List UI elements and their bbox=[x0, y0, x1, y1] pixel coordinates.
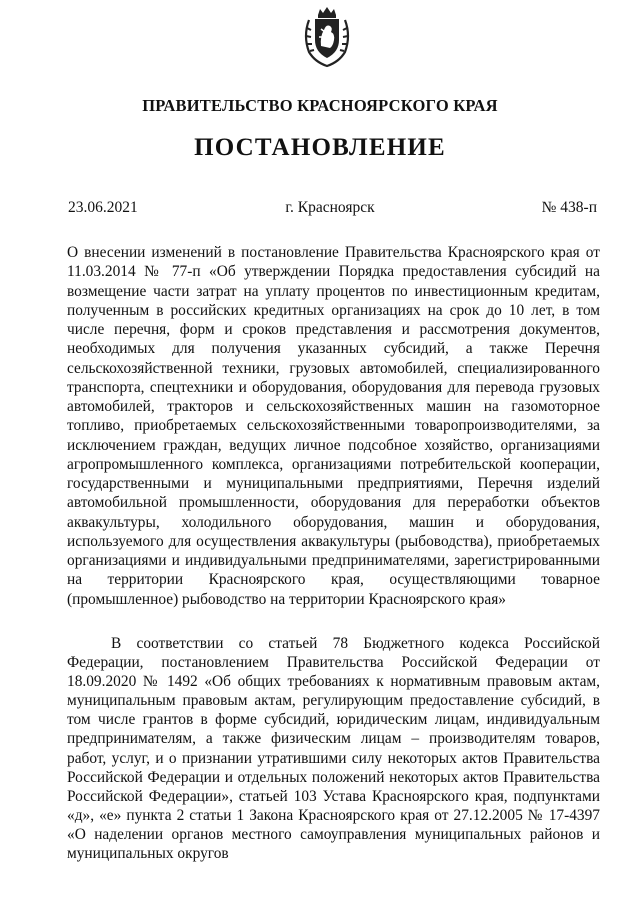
coat-of-arms-icon bbox=[301, 6, 353, 68]
document-number: № 438-п bbox=[541, 199, 597, 216]
document-date: 23.06.2021 bbox=[68, 199, 138, 216]
government-title: ПРАВИТЕЛЬСТВО КРАСНОЯРСКОГО КРАЯ bbox=[142, 96, 498, 115]
document-type-title: ПОСТАНОВЛЕНИЕ bbox=[194, 134, 446, 161]
body-paragraph: В соответствии со статьей 78 Бюджетного кодекса Российской Федерации, постановлением Правительства Российской Федерации от 18.09.2020 № 1492 «Об общих требованиях к нормативным правовым актам, муниципальным правовым актам, регулирующим предоставление субсидий, в том числе грантов в форме субсидий, юридическим лицам, индивидуальным предпринимателям, а также физическим лицам – производителям товаров, работ, услуг, и о признании утратившими силу некоторых актов Правительства Российской Федерации и отдельных положений некоторых актов Правительства Российской Федерации», статьей 103 Устава Красноярского края, подпунктами «д», «е» пункта 2 статьи 1 Закона Красноярского края от 27.12.2005 № 17-4397 «О наделении органов местного самоуправления муниципальных районов и муниципальных округов bbox=[67, 635, 600, 863]
document-subject: О внесении изменений в постановление Правительства Красноярского края от 11.03.2014 № 77-п «Об утверждении Порядка предоставления субсидий на возмещение части затрат на уплату процентов по инвестиционным кредитам, полученным в российских кредитных организациях на срок до 10 лет, в том числе перечня, форм и сроков представления и рассмотрения документов, необходимых для получения указанных субсидий, а также Перечня сельскохозяйственной техники, грузовых автомобилей, специализированного транспорта, спецтехники и оборудования, оборудования для перевода грузовых автомобилей, тракторов и сельскохозяйственных машин на газомоторное топливо, приобретаемых сельскохозяйственными товаропроизводителями, за исключением граждан, ведущих личное подсобное хозяйство, организациями агропромышленного комплекса, организациями потребительской кооперации, государственными и муниципальными предприятиями, Перечня изделий автомобильной промышленности, оборудования для переработки объектов аквакультуры, холодильного оборудования, машин и оборудования, используемого для осуществления аквакультуры (рыбоводства), приобретаемых организациями и индивидуальными предпринимателями, зарегистрированными на территории Красноярского края, осуществляющими товарное (промышленное) рыбоводство на территории Красноярского края» bbox=[67, 244, 600, 608]
document-city: г. Красноярск bbox=[285, 199, 375, 216]
